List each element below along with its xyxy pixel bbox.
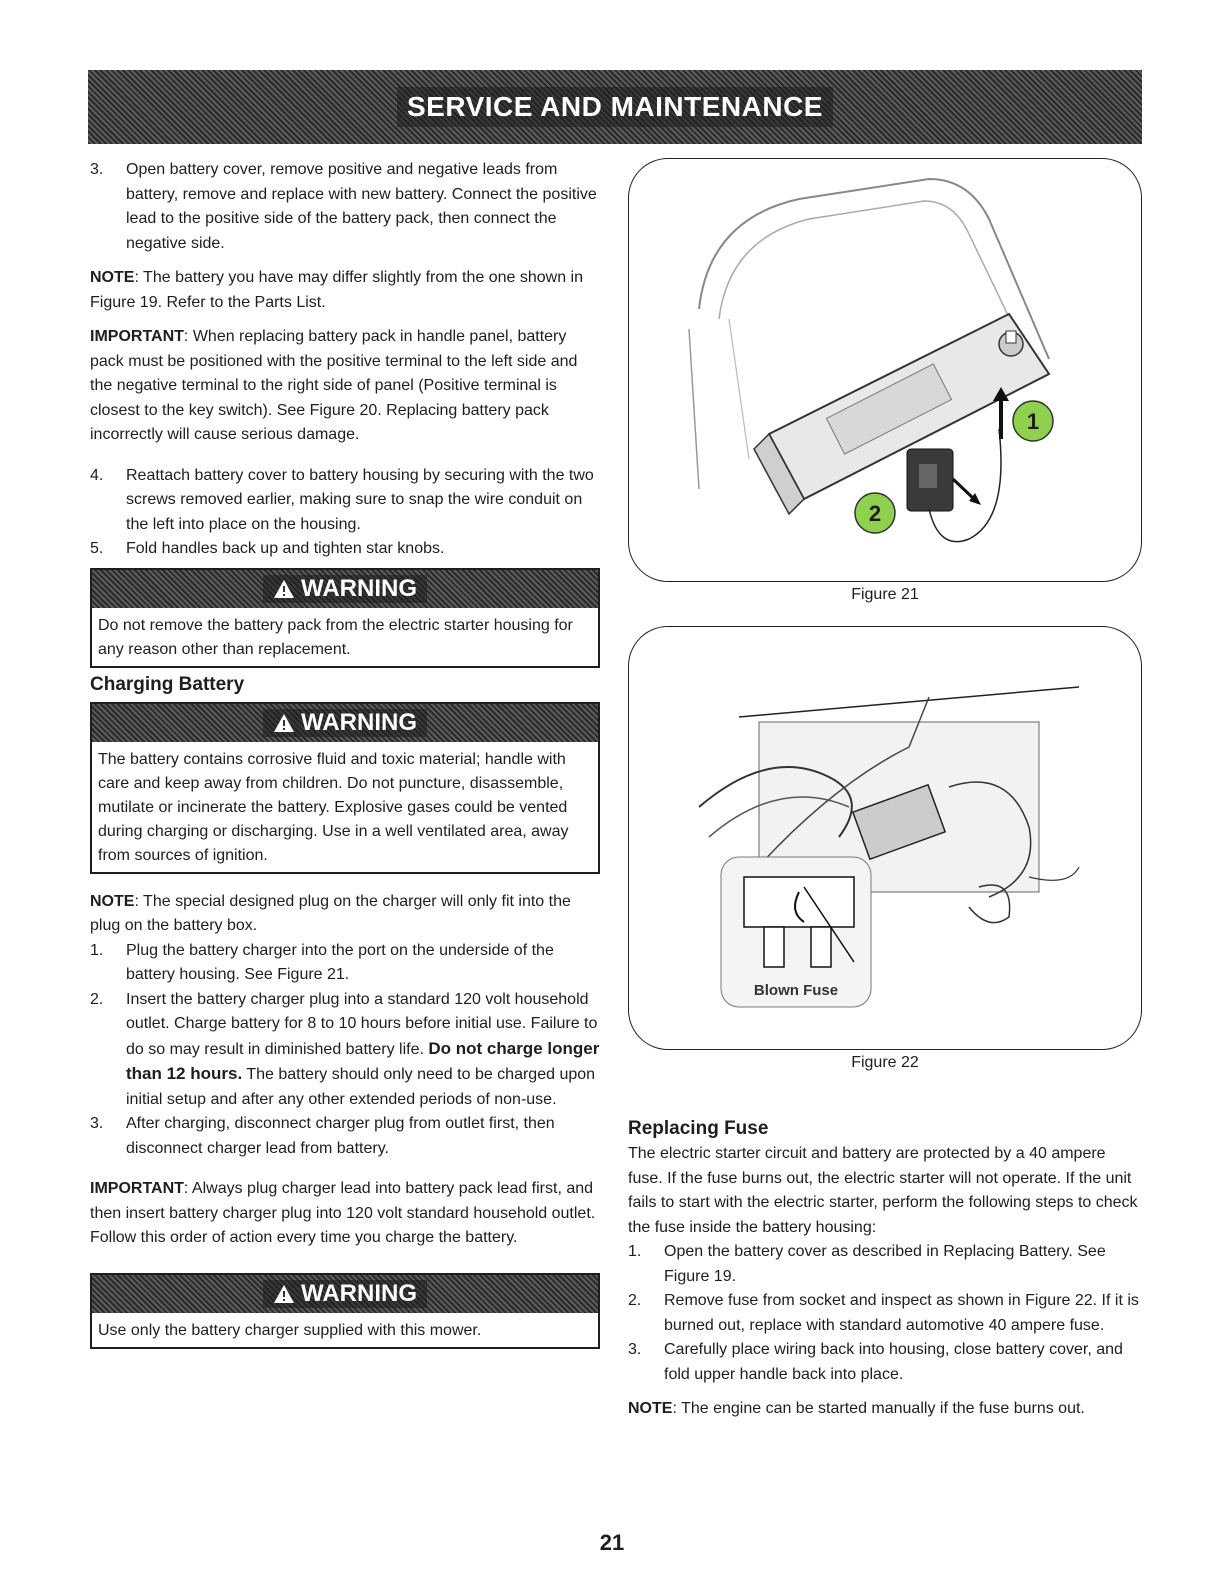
fuse-intro: The electric starter circuit and battery are protected by a 40 ampere fuse. If the fuse burns out, the electric starter will not operate. If the unit fails to start with the electric starter, perform the following steps to check the fuse inside the battery housing: [628,1145,1138,1236]
fuse-step-2: 2. Remove fuse from socket and inspect as shown in Figure 22. If it is burned out, replace with standard automotive 40 ampere fuse. [628,1292,1139,1334]
right-column [628,158,1142,1422]
left-column [90,158,600,1349]
figure-22 [628,626,1142,1050]
replace-step-4: 4. Reattach battery cover to battery housing by securing with the two screws removed earlier, making sure to snap the wire conduit on the left into place on the housing. [90,466,594,533]
replacing-fuse-heading: Replacing Fuse [628,1118,769,1139]
warning-box-removal: WARNING Do not remove the battery pack from the electric starter housing for any reason other than replacement. [90,568,600,668]
charge-step-3: 3. After charging, disconnect charger plug from outlet first, then disconnect charger lead from battery. [90,1115,555,1157]
figure-22-caption: Figure 22 [851,1054,919,1071]
fuse-step-3: 3. Carefully place wiring back into housing, close battery cover, and fold upper handle back into place. [628,1341,1123,1383]
important-battery-position: IMPORTANT: When replacing battery pack in handle panel, battery pack must be positioned with the positive terminal to the left side and the negative terminal to the right side of panel (Positive terminal is closest to the key switch). See Figure 20. Replacing battery pack incorrectly will cause serious damage. [90,328,578,443]
figure-21-caption: Figure 21 [851,586,919,603]
warning-triangle-icon [273,713,295,733]
note-special-plug: NOTE: The special designed plug on the charger will only fit into the plug on the battery box. [90,892,571,934]
note-manual-start: NOTE: The engine can be started manually if the fuse burns out. [628,1400,1085,1417]
page-number: 21 [599,1530,625,1555]
battery-charger-illustration [629,159,1141,581]
blown-fuse-label: Blown Fuse [753,982,839,999]
note-battery-differ: NOTE: The battery you have may differ slightly from the one shown in Figure 19. Refer to the Parts List. [90,269,583,311]
page-header-banner [88,70,1142,144]
warning-box-charger: WARNING Use only the battery charger supplied with this mower. [90,1273,600,1349]
callout-1: 1 [1026,409,1040,434]
warning-triangle-icon [273,579,295,599]
warning-box-corrosive: WARNING The battery contains corrosive fluid and toxic material; handle with care and keep away from children. Do not puncture, disassemble, mutilate or incinerate the battery. Explosive gases could be vented during charging or discharging. Use in a well ventilated area, away from sources of ignition. [90,702,600,874]
fuse-illustration [629,627,1141,1049]
charge-step-1: 1. Plug the battery charger into the port on the underside of the battery housing. See Figure 21. [90,941,554,983]
figure-21 [628,158,1142,582]
callout-2: 2 [868,501,882,526]
important-plug-order: IMPORTANT: Always plug charger lead into battery pack lead first, and then insert battery charger plug into 120 volt standard household outlet. Follow this order of action every time you charge the battery. [90,1180,596,1246]
warning-triangle-icon [273,1284,295,1304]
fuse-step-1: 1. Open the battery cover as described in Replacing Battery. See Figure 19. [628,1243,1106,1285]
replace-step-5: 5. Fold handles back up and tighten star knobs. [90,540,445,557]
replace-step-3: 3. Open battery cover, remove positive and negative leads from battery, remove and replace with new battery. Connect the positive lead to the positive side of the battery pack, then connect the negative side. [90,161,597,252]
charge-step-2: 2. Insert the battery charger plug into a standard 120 volt household outlet. Charge battery for 8 to 10 hours before initial use. Failure to do so may result in diminished battery life. Do not charge longer than 12 hours. The battery should only need to be charged upon initial setup and after any other extended periods of non-use. [90,990,600,1108]
page-title: SERVICE AND MAINTENANCE [397,87,833,127]
charging-battery-heading: Charging Battery [90,673,245,695]
